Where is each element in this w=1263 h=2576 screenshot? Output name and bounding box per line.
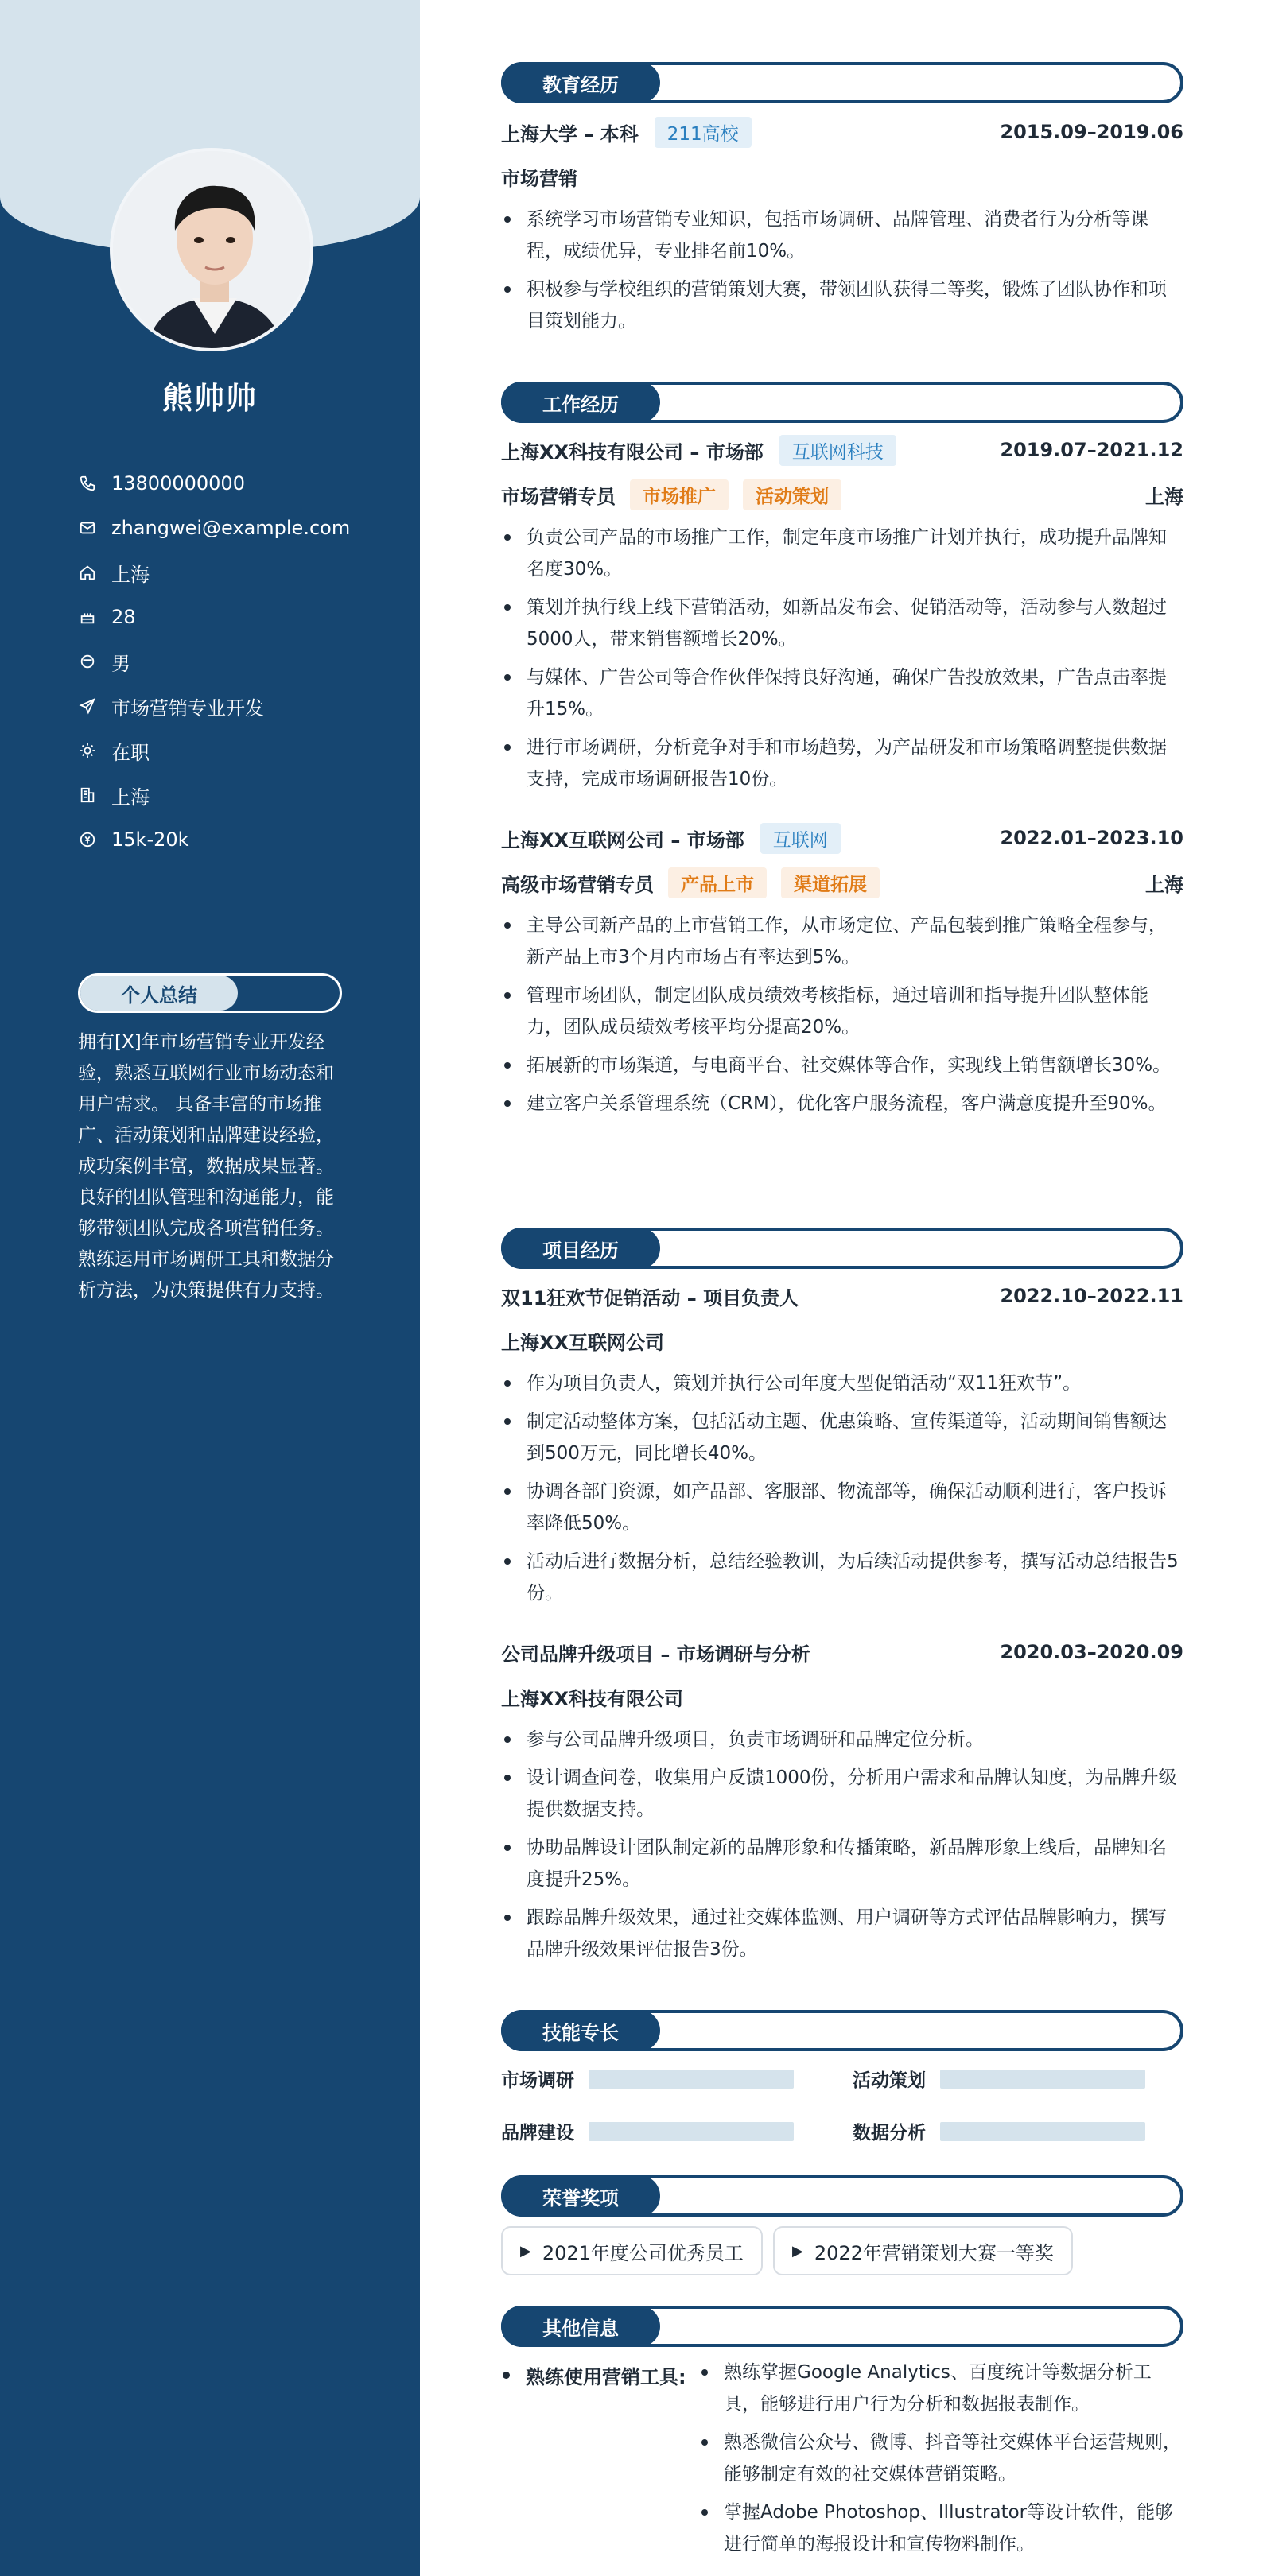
info-text: 13800000000 (111, 472, 245, 495)
project-name: 双11狂欢节促销活动 – 项目负责人 (501, 1286, 799, 1309)
work-section-title: 工作经历 (501, 382, 660, 423)
skill-fill (940, 2070, 1145, 2089)
skill-item (853, 2118, 1145, 2144)
bullet-dot (503, 2372, 510, 2379)
skill-item (501, 2066, 794, 2092)
list-item: 熟练掌握Google Analytics、百度统计等数据分析工具，能够进行用户行为分析和数据报表制作。 (698, 2357, 1183, 2420)
skill-fill (589, 2070, 794, 2089)
education-section-title: 教育经历 (501, 62, 660, 103)
cake-icon (78, 607, 97, 627)
play-triangle-icon: ▶ (520, 2242, 531, 2260)
list-item: 系统学习市场营销专业知识，包括市场调研、品牌管理、消费者行为分析等课程，成绩优异，专业排名前10%。 (501, 204, 1183, 267)
job-date: 2019.07–2021.12 (1000, 439, 1183, 461)
work-section-header (501, 382, 1183, 423)
skills-section-header (501, 2010, 1183, 2051)
other-label (503, 2361, 686, 2389)
project-name: 公司品牌升级项目 – 市场调研与分析 (501, 1643, 810, 1666)
list-item: 协调各部门资源，如产品部、客服部、物流部等，确保活动顺利进行，客户投诉率降低50%。 (501, 1476, 1183, 1539)
list-item: 掌握Adobe Photoshop、Illustrator等设计软件，能够进行简单的海报设计和宣传物料制作。 (698, 2496, 1183, 2560)
play-triangle-icon: ▶ (792, 2242, 803, 2260)
industry-tag: 互联网 (760, 823, 841, 854)
list-item: 设计调查问卷，收集用户反馈1000份，分析用户需求和品牌认知度，为品牌升级提供数据支持。 (501, 1762, 1183, 1825)
contact-info-list (78, 461, 350, 862)
skill-name: 品牌建设 (501, 2123, 574, 2143)
summary-section-header (78, 973, 342, 1013)
job-bullets (501, 522, 1183, 801)
project-row (501, 1638, 1183, 1666)
position-row (501, 868, 1183, 897)
sidebar (0, 0, 420, 2576)
list-item: 活动后进行数据分析，总结经验教训，为后续活动提供参考，撰写活动总结报告5份。 (501, 1546, 1183, 1609)
project-company-row (501, 1682, 1183, 1711)
skill-name: 活动策划 (853, 2070, 926, 2091)
honors-section-header (501, 2175, 1183, 2217)
list-item: 参与公司品牌升级项目，负责市场调研和品牌定位分析。 (501, 1724, 1183, 1755)
major-row (501, 162, 1183, 191)
other-label-text: 熟练使用营销工具: (526, 2366, 686, 2388)
position-title: 高级市场营销专员 (501, 873, 654, 896)
info-text: 在职 (111, 741, 150, 764)
school-name: 上海大学 – 本科 (501, 122, 639, 145)
status-icon (78, 741, 97, 760)
other-bullets (698, 2357, 1183, 2566)
info-city (78, 773, 350, 817)
summary-text: 拥有[X]年市场营销专业开发经验，熟悉互联网行业市场动态和用户需求。 具备丰富的市场推广、活动策划和品牌建设经验，成功案例丰富，数据成果显著。 良好的团队管理和沟通能力，能够带领团队完成各项营销任务。 熟练运用市场调研工具和数据分析方法，为决策提供有力支持。 (78, 1032, 334, 1301)
project-bullets (501, 1368, 1183, 1616)
list-item: 积极参与学校组织的营销策划大赛，带领团队获得二等奖，锻炼了团队协作和项目策划能力。 (501, 274, 1183, 337)
job-date: 2022.01–2023.10 (1000, 827, 1183, 849)
list-item: 与媒体、广告公司等合作伙伴保持良好沟通，确保广告投放效果，广告点击率提升15%。 (501, 661, 1183, 725)
info-intention (78, 684, 350, 728)
project-date: 2020.03–2020.09 (1000, 1641, 1183, 1663)
skill-fill (589, 2122, 794, 2141)
list-item: 熟悉微信公众号、微博、抖音等社交媒体平台运营规则，能够制定有效的社交媒体营销策略。 (698, 2427, 1183, 2490)
skill-name: 市场调研 (501, 2070, 574, 2091)
skill-name: 数据分析 (853, 2123, 926, 2143)
info-text: 上海 (111, 786, 150, 809)
skill-bar (589, 2070, 794, 2089)
list-item: 协助品牌设计团队制定新的品牌形象和传播策略，新品牌形象上线后，品牌知名度提升25%。 (501, 1832, 1183, 1895)
major: 市场营销 (501, 167, 577, 190)
project-company: 上海XX互联网公司 (501, 1331, 665, 1354)
info-salary (78, 817, 350, 862)
project-date: 2022.10–2022.11 (1000, 1285, 1183, 1307)
skill-bar (940, 2122, 1145, 2141)
info-email (78, 506, 350, 550)
summary-section-title: 个人总结 (80, 976, 238, 1011)
other-section-header (501, 2306, 1183, 2347)
position-title: 市场营销专员 (501, 485, 616, 508)
info-text: zhangwei@example.com (111, 517, 351, 539)
projects-section-title: 项目经历 (501, 1228, 660, 1269)
job-row (501, 436, 1183, 464)
skill-item (853, 2066, 1145, 2092)
mail-icon (78, 518, 97, 537)
home-icon (78, 563, 97, 582)
list-item: 作为项目负责人，策划并执行公司年度大型促销活动“双11狂欢节”。 (501, 1368, 1183, 1399)
honors-section-title: 荣誉奖项 (501, 2175, 660, 2217)
building-icon (78, 786, 97, 805)
skill-tag: 市场推广 (630, 479, 729, 510)
skills-section-title: 技能专长 (501, 2010, 660, 2051)
info-status (78, 728, 350, 773)
list-item: 进行市场调研，分析竞争对手和市场趋势，为产品研发和市场策略调整提供数据支持，完成市场调研报告10份。 (501, 731, 1183, 795)
industry-tag: 互联网科技 (779, 435, 896, 466)
profile-name: 熊帅帅 (161, 381, 258, 416)
education-section-header (501, 62, 1183, 103)
job-city: 上海 (1145, 485, 1183, 508)
education-row (501, 118, 1183, 146)
list-item: 主导公司新产品的上市营销工作，从市场定位、产品包装到推广策略全程参与，新产品上市3个月内市场占有率达到5%。 (501, 910, 1183, 973)
list-item: 管理市场团队，制定团队成员绩效考核指标，通过培训和指导提升团队整体能力，团队成员绩效考核平均分提高20%。 (501, 980, 1183, 1043)
project-bullets (501, 1724, 1183, 1972)
list-item: 负责公司产品的市场推广工作，制定年度市场推广计划并执行，成功提升品牌知名度30%。 (501, 522, 1183, 585)
other-section-title: 其他信息 (501, 2306, 660, 2347)
list-item: 跟踪品牌升级效果，通过社交媒体监测、用户调研等方式评估品牌影响力，撰写品牌升级效果评估报告3份。 (501, 1902, 1183, 1965)
job-city: 上海 (1145, 873, 1183, 896)
company-name: 上海XX科技有限公司 – 市场部 (501, 440, 764, 464)
skill-item (501, 2118, 794, 2144)
info-phone (78, 461, 350, 506)
list-item: 建立客户关系管理系统（CRM），优化客户服务流程，客户满意度提升至90%。 (501, 1088, 1183, 1119)
info-age (78, 595, 350, 639)
skill-tag: 产品上市 (668, 867, 767, 898)
list-item: 策划并执行线上线下营销活动，如新品发布会、促销活动等，活动参与人数超过5000人，带来销售额增长20%。 (501, 592, 1183, 655)
info-text: 市场营销专业开发 (111, 696, 264, 720)
skill-tag: 活动策划 (743, 479, 841, 510)
list-item: 制定活动整体方案，包括活动主题、优惠策略、宣传渠道等，活动期间销售额达到500万元，同比增长40%。 (501, 1406, 1183, 1469)
info-text: 男 (111, 652, 130, 675)
award-text: 2021年度公司优秀员工 (542, 2241, 744, 2264)
projects-section-header (501, 1228, 1183, 1269)
position-row (501, 480, 1183, 509)
job-bullets (501, 910, 1183, 1126)
info-text: 28 (111, 606, 136, 628)
phone-icon (78, 474, 97, 493)
award-item (501, 2226, 763, 2275)
education-bullets (501, 204, 1183, 343)
education-date: 2015.09–2019.06 (1000, 121, 1183, 143)
salary-icon (78, 830, 97, 849)
info-text: 上海 (111, 563, 150, 586)
avatar (110, 148, 313, 351)
school-tag: 211高校 (655, 117, 752, 148)
skill-fill (940, 2122, 1145, 2141)
project-company-row (501, 1326, 1183, 1355)
company-name: 上海XX互联网公司 – 市场部 (501, 828, 744, 852)
skill-bar (589, 2122, 794, 2141)
list-item: 拓展新的市场渠道，与电商平台、社交媒体等合作，实现线上销售额增长30%。 (501, 1049, 1183, 1081)
award-text: 2022年营销策划大赛一等奖 (814, 2241, 1054, 2264)
info-location (78, 550, 350, 595)
info-text: 15k-20k (111, 828, 189, 851)
project-row (501, 1282, 1183, 1310)
info-gender (78, 639, 350, 684)
skill-tag: 渠道拓展 (781, 867, 880, 898)
job-row (501, 824, 1183, 852)
skill-bar (940, 2070, 1145, 2089)
send-icon (78, 696, 97, 716)
award-item (773, 2226, 1073, 2275)
gender-icon (78, 652, 97, 671)
project-company: 上海XX科技有限公司 (501, 1687, 684, 1710)
